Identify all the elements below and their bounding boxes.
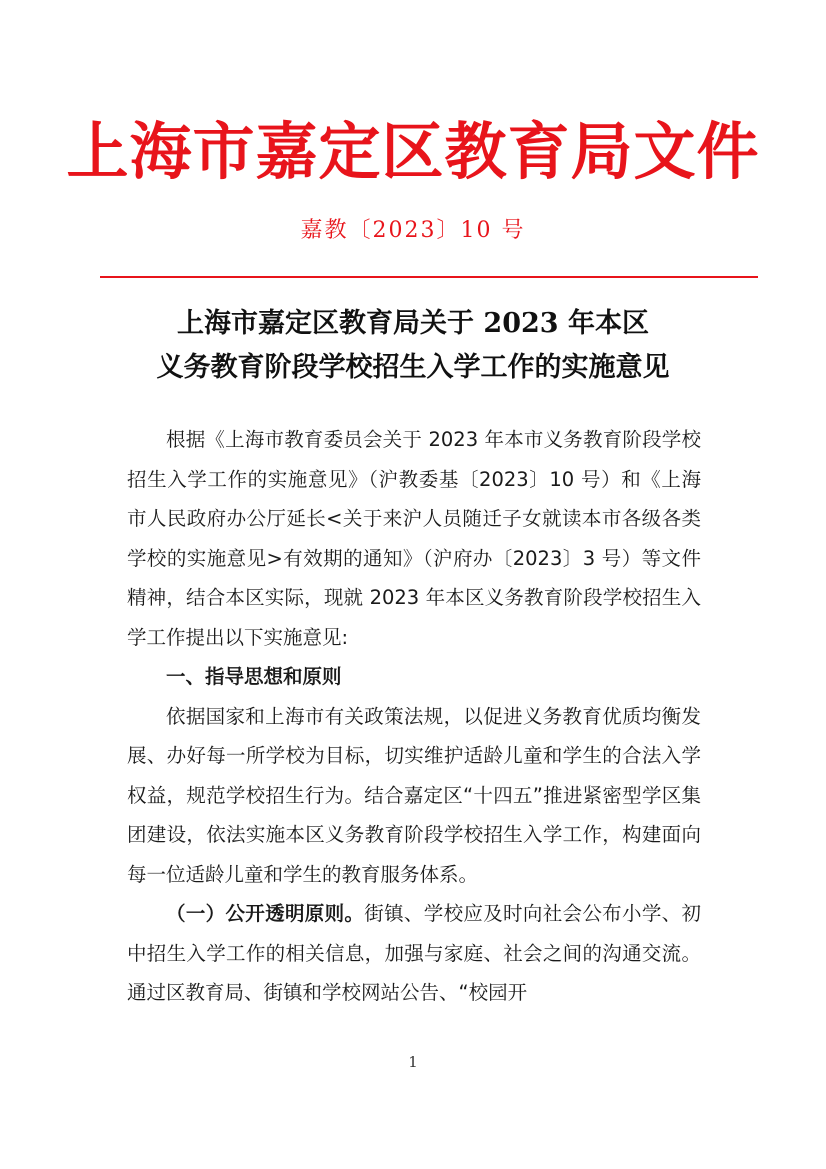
document-title [0,302,826,390]
principle-paragraph [127,894,701,1013]
intro-paragraph: 根据《上海市教育委员会关于 2023 年本市义务教育阶段学校招生入学工作的实施意见》（沪教委基〔2023〕10 号）和《上海市人民政府办公厅延长<关于来沪人员随迁子女就读本市各级各类学校的实施意见>有效期的通知》（沪府办〔2023〕3 号）等文件精神，结合本区实际，现就 2023 年本区义务教育阶段学校招生入学工作提出以下实施意见: [127,428,701,649]
issuer-header: 上海市嘉定区教育局文件 [66,115,760,188]
document-number: 嘉教〔2023〕10 号 [300,218,526,243]
page-number: 1 [408,1053,418,1071]
title-line-1: 上海市嘉定区教育局关于 2023 年本区 [177,308,649,339]
principle-lead: （一）公开透明原则。 [166,902,365,925]
principle-text: 街镇、学校应及时向社会公布小学、初中招生入学工作的相关信息，加强与家庭、社会之间的沟通交流。通过区教育局、街镇和学校网站公告、“校园开 [127,902,701,1004]
section-paragraph: 依据国家和上海市有关政策法规，以促进义务教育优质均衡发展、办好每一所学校为目标，切实维护适龄儿童和学生的合法入学权益，规范学校招生行为。结合嘉定区“十四五”推进紧密型学区集团建设，依法实施本区义务教育阶段学校招生入学工作，构建面向每一位适龄儿童和学生的教育服务体系。 [127,704,701,886]
section-heading: 一、指导思想和原则 [166,665,342,688]
document-body [127,420,701,1013]
red-divider [100,276,758,278]
title-line-2: 义务教育阶段学校招生入学工作的实施意见 [156,352,670,383]
